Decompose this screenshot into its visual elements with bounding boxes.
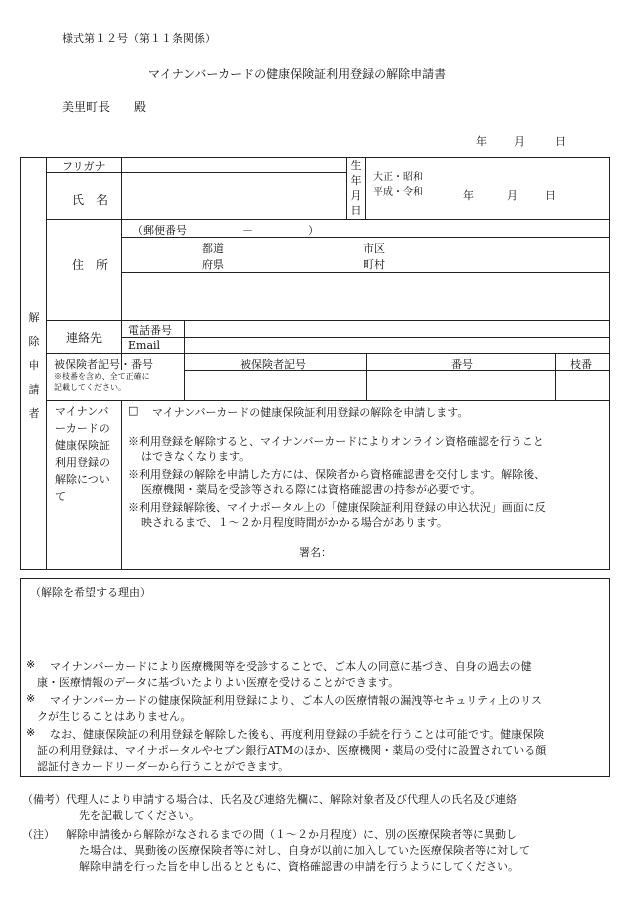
note-text-c: 解除申請を行った旨を申し出るとともに、資格確認書の申請を行うようにしてください。 bbox=[79, 860, 519, 873]
signature-field[interactable] bbox=[340, 540, 600, 562]
postal-code-field[interactable]: （郵便番号 － ） bbox=[132, 224, 319, 237]
insured-symbol-field[interactable] bbox=[185, 371, 366, 400]
reason-note-1b: 康・医療情報のデータに基づいたよりよい医療を受けることができます。 bbox=[37, 676, 400, 689]
release-note-2b: 医療機関・薬局を受診等される際には資格確認書の持参が必要です。 bbox=[141, 483, 482, 496]
city-label-1: 市区 bbox=[363, 242, 385, 255]
note-text-b: た場合は、異動後の医療保険者等に対し、自身が以前に加入していた医療保険者等に対して bbox=[79, 844, 530, 857]
furigana-field[interactable] bbox=[122, 158, 346, 172]
birth-label-char: 月 bbox=[350, 189, 362, 202]
addressee: 美里町長 殿 bbox=[62, 100, 147, 114]
release-label-line: 利用登録の bbox=[55, 456, 110, 469]
address-detail-field[interactable] bbox=[122, 273, 609, 320]
release-label bbox=[55, 403, 110, 505]
release-note-3a: ※利用登録解除後、マイナポータル上の「健康保険証利用登録の申込状況」画面に反 bbox=[128, 501, 546, 514]
release-note-2a: ※利用登録の解除を申請した方には、保険者から資格確認書を交付します。解除後、 bbox=[128, 468, 546, 481]
birth-label-char: 生 bbox=[350, 159, 362, 172]
date-month-label: 月 bbox=[514, 135, 525, 148]
note-text-a: 解除申請後から解除がなされるまでの間（１～２か月程度）に、別の医療保険者等に異動し bbox=[66, 828, 517, 841]
birth-label-char: 年 bbox=[350, 174, 362, 187]
reason-note-3c: 認証付きカードリーダーから行うことができます。 bbox=[37, 760, 290, 773]
remark-label: （備考） bbox=[22, 793, 66, 806]
branch-number-field[interactable] bbox=[556, 371, 609, 400]
insured-number-field[interactable] bbox=[367, 371, 555, 400]
reason-note-1a: マイナンバーカードにより医療機関等を受診することで、ご本人の同意に基づき、自身の過去の健 bbox=[50, 660, 532, 673]
side-label-char: 請 bbox=[28, 383, 40, 396]
col-insured-symbol: 被保険者記号 bbox=[240, 358, 306, 371]
reason-note-mark: ※ bbox=[26, 658, 36, 671]
phone-field[interactable] bbox=[185, 321, 609, 337]
prefecture-label-2: 府県 bbox=[202, 258, 224, 271]
email-field[interactable] bbox=[185, 338, 609, 353]
date-year-label: 年 bbox=[476, 135, 487, 148]
contact-label: 連絡先 bbox=[66, 331, 103, 345]
city-label-2: 町村 bbox=[363, 258, 385, 271]
prefecture-label-1: 都道 bbox=[202, 242, 224, 255]
email-label: Email bbox=[128, 339, 161, 352]
reason-note-3b: 証の利用登録は、マイナポータルやセブン銀行ATMのほか、医療機関・薬局の受付に設置されている顔 bbox=[37, 744, 547, 757]
address-label: 住 所 bbox=[72, 258, 109, 272]
birth-date-field[interactable] bbox=[366, 158, 609, 219]
reason-label: （解除を希望する理由） bbox=[30, 586, 151, 599]
release-label-line: ーカードの bbox=[55, 422, 110, 435]
side-label-char: 者 bbox=[28, 407, 40, 420]
release-checkbox[interactable]: □ bbox=[128, 404, 139, 417]
release-label-line: て bbox=[55, 490, 66, 503]
birth-date-label bbox=[348, 158, 364, 218]
release-statement: マイナンバーカードの健康保険証利用登録の解除を申請します。 bbox=[152, 406, 469, 419]
col-branch-number: 枝番 bbox=[570, 358, 592, 371]
name-field[interactable] bbox=[122, 173, 346, 219]
birth-year-label: 年 bbox=[463, 189, 474, 202]
side-label-char: 除 bbox=[28, 335, 40, 348]
release-label-line: マイナンバ bbox=[55, 405, 109, 418]
reason-note-2a: マイナンバーカードの健康保険証利用登録により、ご本人の医療情報の漏洩等セキュリティ上のリス bbox=[50, 694, 542, 707]
birth-month-label: 月 bbox=[507, 189, 518, 202]
release-note-1a: ※利用登録を解除すると、マイナンバーカードによりオンライン資格確認を行うこと bbox=[128, 435, 544, 448]
form-title: マイナンバーカードの健康保険証利用登録の解除申請書 bbox=[148, 67, 447, 81]
insured-label: 被保険者記号・番号 bbox=[54, 358, 153, 371]
birth-era-1: 大正・昭和 bbox=[373, 172, 423, 183]
release-note-1b: はできなくなります。 bbox=[141, 450, 251, 463]
birth-label-char: 日 bbox=[350, 204, 362, 217]
furigana-label: フリガナ bbox=[62, 160, 106, 173]
reason-input[interactable] bbox=[30, 602, 600, 654]
release-note-3b: 映されるまで、１～２か月程度時間がかかる場合があります。 bbox=[141, 516, 448, 529]
applicant-side-label bbox=[26, 306, 42, 426]
remark-text-a: 代理人により申請する場合は、氏名及び連絡先欄に、解除対象者及び代理人の氏名及び連絡 bbox=[66, 793, 517, 806]
reason-note-2b: クが生じることはありません。 bbox=[37, 710, 192, 723]
phone-label: 電話番号 bbox=[128, 324, 172, 337]
release-label-line: 解除につい bbox=[55, 473, 110, 486]
name-label: 氏 名 bbox=[72, 193, 109, 207]
side-label-char: 申 bbox=[28, 359, 40, 372]
side-label-char: 解 bbox=[28, 311, 40, 324]
date-day-label: 日 bbox=[555, 135, 566, 148]
reason-note-3a: なお、健康保険証の利用登録を解除した後も、再度利用登録の手続を行うことは可能です。健康保険 bbox=[50, 728, 545, 741]
birth-era-2: 平成・令和 bbox=[373, 187, 423, 198]
release-label-line: 健康保険証 bbox=[55, 439, 110, 452]
form-number: 様式第１２号（第１１条関係） bbox=[62, 32, 216, 45]
remark-text-b: 先を記載してください。 bbox=[79, 809, 200, 822]
birth-day-label: 日 bbox=[545, 189, 556, 202]
insured-note-1: ※枝番を含め、全て正確に bbox=[54, 372, 150, 381]
reason-note-mark: ※ bbox=[26, 692, 36, 705]
col-insured-number: 番号 bbox=[451, 358, 473, 371]
signature-label: 署名： bbox=[299, 546, 332, 559]
reason-note-mark: ※ bbox=[26, 726, 36, 739]
insured-note-2: 記載してください。 bbox=[54, 383, 126, 392]
note-label: （注） bbox=[22, 828, 55, 841]
